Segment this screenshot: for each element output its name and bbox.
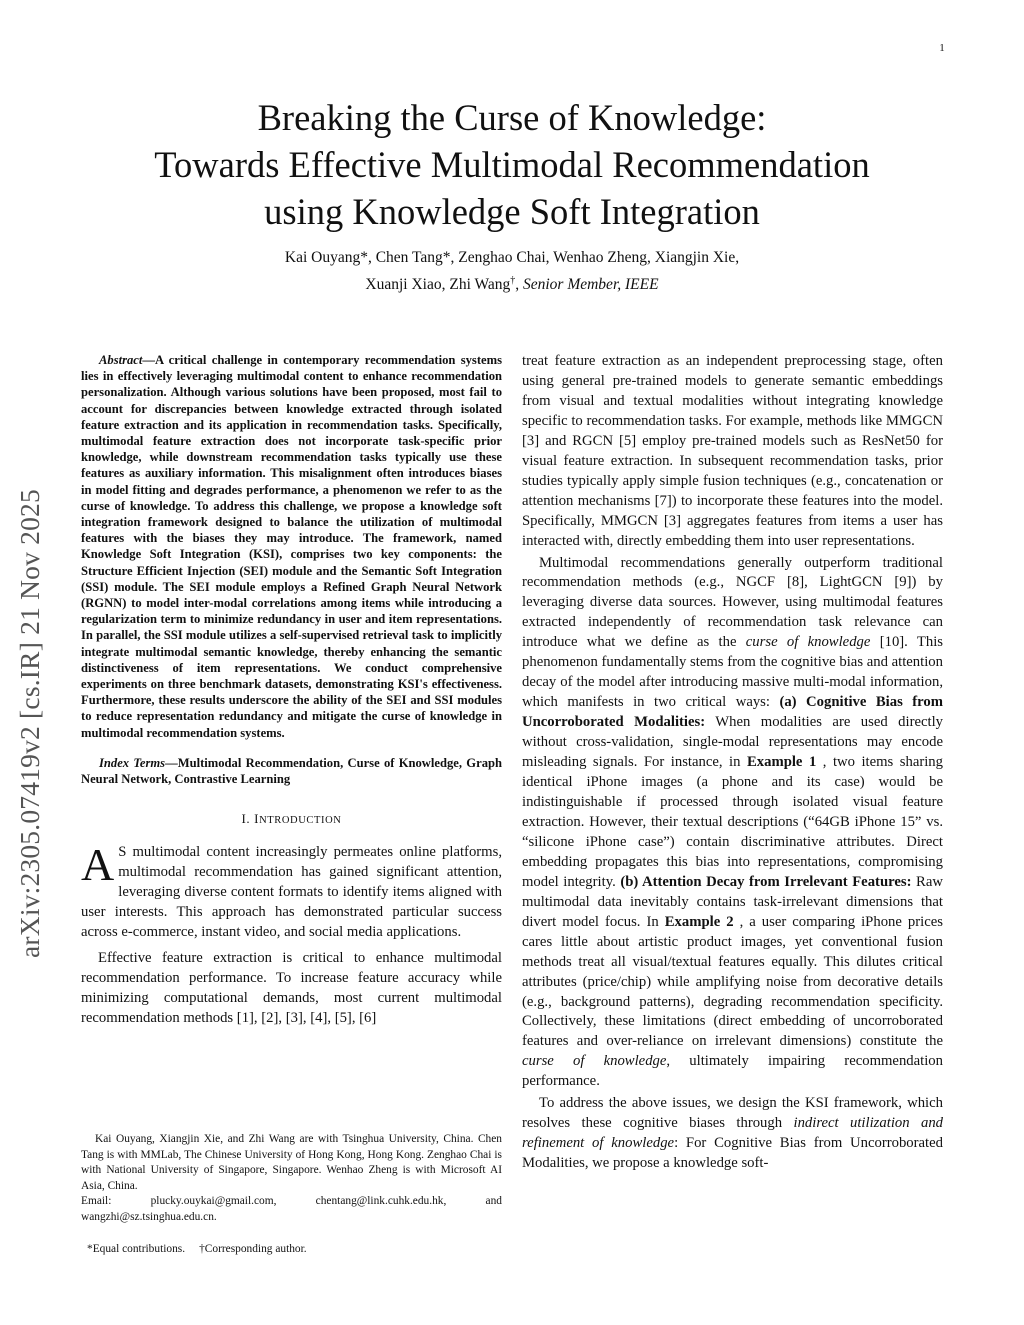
- section-rest: NTRODUCTION: [259, 815, 342, 827]
- p2-emphasis-curse: curse of knowledge: [745, 634, 871, 651]
- affiliation-footnote: Kai Ouyang, Xiangjin Xie, and Zhi Wang are with Tsinghua University, China. Chen Tang is with MMLab, The Chinese University of Hong Kong, Hong Kong. Zenghao Chai is with National University of Singapore, Singapore. Wenhao Zheng is with Microsoft AI Asia, China.: [81, 1133, 502, 1192]
- p2-part-a: Multimodal recommendations generally outperform traditional recommendation methods (e.g., NGCF [8], LightGCN [9]) by leveraging diverse data sources. However, using multimodal features extracted independently of recommendation task relevance can introduce what we define as the: [522, 554, 943, 651]
- section-heading-introduction: [81, 809, 502, 831]
- drop-cap: A: [81, 839, 115, 891]
- contribution-footnote: [81, 1242, 502, 1258]
- abstract-label: Abstract: [99, 353, 143, 367]
- author-block: [0, 246, 1024, 296]
- intro-paragraph-2: Effective feature extraction is critical to enhance multimodal recommendation performance. To increase feature accuracy while minimizing computational demands, most current multimodal recommendation methods [1], [2], [3], [4], [5], [6]: [81, 950, 502, 1026]
- p2-part-d: , two items sharing identical iPhone images (a phone and its case) would be indistinguishable if processed through isolated visual feature extraction. However, their textual descriptions (“64GB iPhone 15” vs. “silicone iPhone case”) contain discriminative attributes. Direct embedding propagates this bias into representations, compromising model integrity.: [522, 754, 943, 890]
- p3-part-b: : For Cognitive Bias from Uncorroborated Modalities, we propose a knowledge soft-: [522, 1135, 944, 1172]
- intro-paragraph-1: [81, 839, 502, 943]
- p2-part-c: When modalities are used directly without cross-validation, single-modal representations may encode misleading signals. For instance, in: [522, 714, 944, 771]
- email-footnote: [81, 1194, 502, 1225]
- footnotes: [81, 1132, 502, 1257]
- p2-emphasis-curse-2: curse of knowledge: [522, 1053, 667, 1070]
- paper-title: [0, 94, 1024, 235]
- corresponding-author-note: †Corresponding author.: [199, 1242, 307, 1255]
- p2-attention-decay-heading: (b) Attention Decay from Irrelevant Features:: [620, 873, 912, 890]
- index-terms-dash: —: [165, 755, 178, 770]
- abstract-dash: —: [142, 353, 155, 367]
- abstract: [81, 352, 502, 741]
- author-line-2: [0, 269, 1024, 296]
- author-role: Senior Member, IEEE: [522, 276, 659, 294]
- p2-part-b: [10]. This phenomenon fundamentally stems from the cognitive bias and attention decay of the model after introducing massive multi-modal information, which manifests in two critical ways:: [522, 634, 943, 711]
- intro-paragraph-1-text: S multimodal content increasingly permeates online platforms, multimodal recommendation has gained significant attention, leveraging diverse content formats to identify items aligned with user interests. This approach has demonstrated particular success across e-commerce, instant video, and social media applications.: [81, 844, 502, 941]
- p3-emphasis: indirect utilization and refinement of knowledge: [522, 1115, 944, 1152]
- title-line-1: Breaking the Curse of Knowledge:: [257, 97, 767, 138]
- p2-cognitive-bias-heading: (a) Cognitive Bias from Uncorroborated Modalities:: [522, 694, 943, 731]
- index-terms-text: Multimodal Recommendation, Curse of Knowledge, Graph Neural Network, Contrastive Learning: [81, 755, 502, 787]
- page-number: 1: [939, 42, 945, 54]
- author-line-1: Kai Ouyang*, Chen Tang*, Zenghao Chai, Wenhao Zheng, Xiangjin Xie,: [284, 249, 740, 266]
- p2-part-e: Raw multimodal data inevitably contains task-irrelevant dimensions that divert model focus. In: [522, 873, 943, 930]
- section-numeral: I.: [241, 811, 255, 827]
- p2-part-g: , ultimately impairing recommendation performance.: [522, 1053, 943, 1090]
- email-list: plucky.ouykai@gmail.com, chentang@link.cuhk.edu.hk, and wangzhi@sz.tsinghua.edu.cn.: [81, 1195, 502, 1223]
- section-initial: I: [254, 811, 260, 827]
- p2-example-1: Example 1: [746, 754, 817, 771]
- right-column: [522, 352, 943, 1174]
- p3-part-a: To address the above issues, we design the KSI framework, which resolves these cognitive biases through: [522, 1095, 943, 1132]
- title-line-3: using Knowledge Soft Integration: [264, 191, 760, 232]
- equal-contribution-note: *Equal contributions.: [87, 1242, 186, 1255]
- p2-part-f: , a user comparing iPhone prices cares little about artistic product images, yet conventional fusion methods treat all visual/textual features equally. This dilutes critical attributes (price/chip) while amplifying noise from decorative details (e.g., background patterns), degrading recommendation specificity. Collectively, these limitations (direct embedding of uncorroborated features and over-reliance on irrelevant dimensions) constitute the: [522, 913, 943, 1050]
- title-line-2: Towards Effective Multimodal Recommendation: [154, 144, 870, 185]
- author-names: Xuanji Xiao, Zhi Wang: [365, 276, 511, 294]
- abstract-text: A critical challenge in contemporary recommendation systems lies in effectively leveraging multimodal content to enhance recommendation personalization. Although various solutions have been proposed, most fail to account for discrepancies between knowledge extracted through isolated feature extraction and its application in recommendation tasks. Specifically, multimodal feature extraction does not incorporate task-specific prior knowledge, while downstream recommendation tasks typically use these features as auxiliary information. This misalignment often introduces biases in model fitting and degrades performance, a phenomenon we refer to as the curse of knowledge. To address this challenge, we propose a knowledge soft integration framework designed to balance the utilization of multimodal features with the biases they may introduce. The framework, named Knowledge Soft Integration (KSI), comprises two key components: the Structure Efficient Injection (SEI) module and the Semantic Soft Integration (SSI) module. The SEI module employs a Refined Graph Neural Network (RGNN) to model inter-modal correlations among items while introducing a regularization term to minimize redundancy in user and item representations. In parallel, the SSI module utilizes a self-supervised retrieval task to implicitly integrate multimodal semantic knowledge, thereby enhancing the semantic distinctiveness of item representations. We conduct comprehensive experiments on three benchmark datasets, demonstrating KSI's effectiveness. Furthermore, these results underscore the ability of the SEI and SSI modules to reduce representation redundancy and mitigate the curse of knowledge in multimodal recommendation systems.: [81, 353, 502, 740]
- body-paragraph-3: [522, 1094, 943, 1174]
- body-paragraph-1: treat feature extraction as an independent preprocessing stage, often using general pre-trained models to generate semantic embeddings from visual and textual modalities without integrating knowledge specific to recommendation tasks. For example, methods like MMGCN [3] and RGCN [5] employ pre-trained models such as ResNet50 for visual feature extraction. In subsequent recommendation tasks, prior studies typically apply simple fusion techniques (e.g., concatenation or attention mechanisms [7]) to incorporate these features into the model. Specifically, MMGCN [3] aggregates features from items a user has interacted with, directly embedding them into user representations.: [522, 353, 943, 549]
- corresponding-mark: †: [510, 275, 516, 286]
- body-paragraph-2: [522, 554, 943, 1093]
- p2-example-2: Example 2: [664, 913, 734, 930]
- index-terms-label: Index Terms: [99, 755, 166, 770]
- left-column: [81, 352, 502, 1029]
- email-label: Email:: [81, 1195, 112, 1208]
- author-separator: ,: [515, 276, 523, 294]
- arxiv-stamp: arXiv:2305.07419v2 [cs.IR] 21 Nov 2025: [14, 489, 45, 958]
- index-terms: [81, 755, 502, 787]
